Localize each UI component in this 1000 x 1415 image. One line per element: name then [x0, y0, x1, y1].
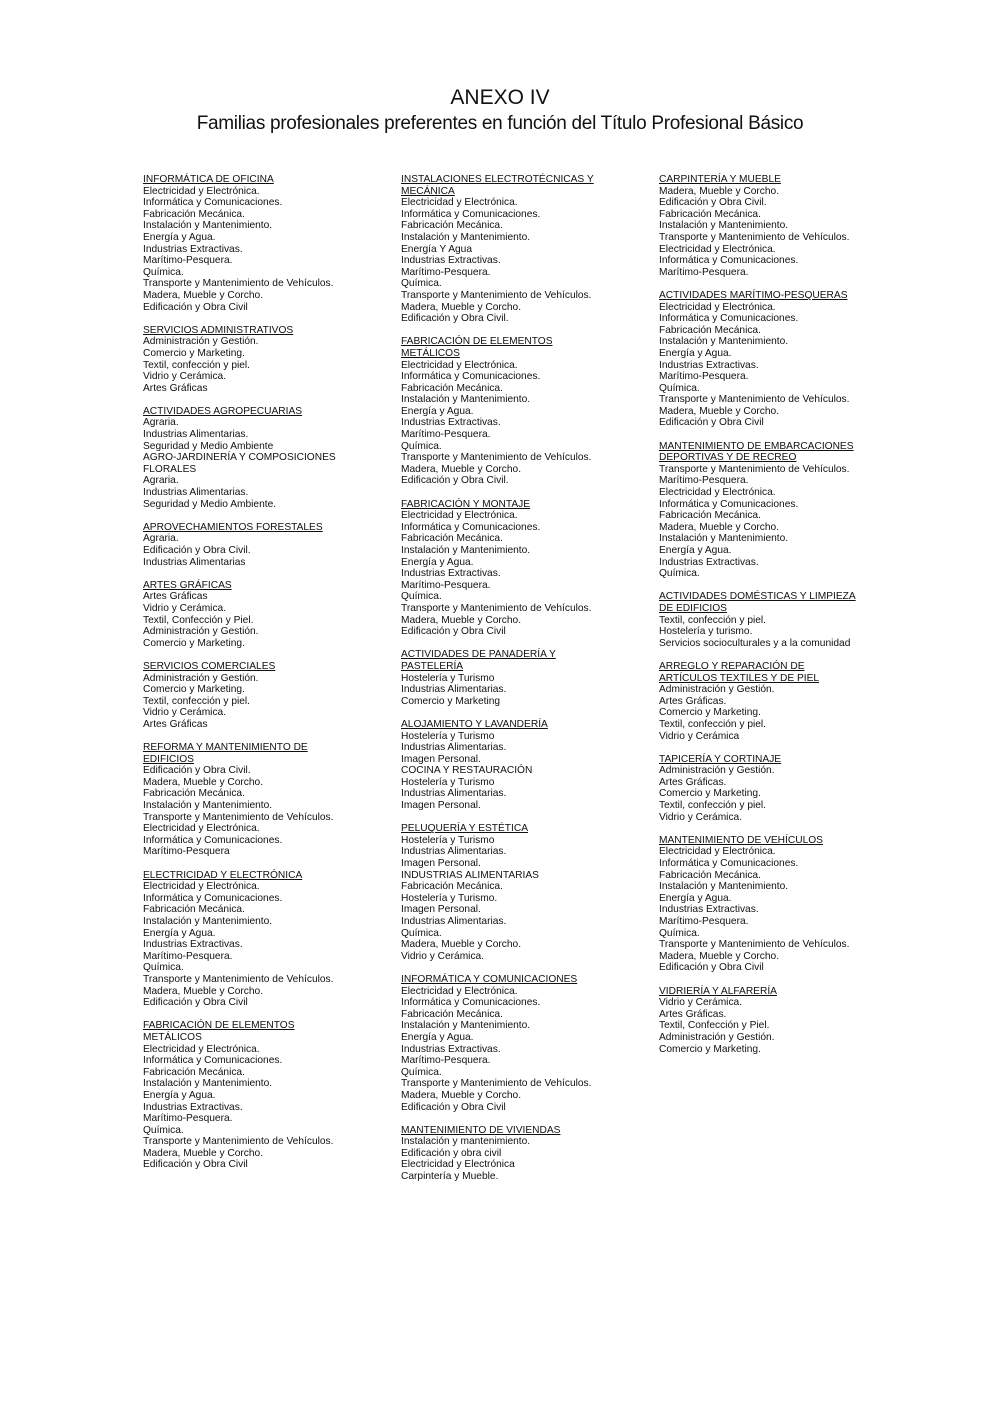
list-item: Artes Gráficas — [143, 718, 208, 730]
section-heading: ARTÍCULOS TEXTILES Y DE PIEL — [659, 672, 820, 684]
list-item: Electricidad y Electrónica. — [143, 823, 260, 835]
list-item: Energía Y Agua — [401, 243, 472, 255]
document-subtitle: Familias profesionales preferentes en función del Título Profesional Básico — [196, 113, 804, 134]
list-item: Marítimo-Pesquera. — [659, 475, 749, 487]
list-item: Instalación y Mantenimiento. — [659, 533, 789, 545]
list-item: Administración y Gestión. — [659, 684, 775, 696]
list-item: Madera, Mueble y Corcho. — [143, 985, 264, 997]
list-item: Hostelería y turismo. — [659, 626, 753, 638]
list-item: Seguridad y Medio Ambiente — [143, 440, 274, 452]
list-item: Hostelería y Turismo — [401, 730, 495, 742]
list-item: Vidrio y Cerámica. — [659, 997, 743, 1009]
list-item: Transporte y Mantenimiento de Vehículos. — [143, 278, 334, 290]
list-item: Industrias Extractivas. — [143, 1101, 243, 1113]
section-heading: ACTIVIDADES AGROPECUARIAS — [143, 405, 303, 417]
list-item: Edificación y Obra Civil. — [659, 197, 767, 209]
list-item: Energía y Agua. — [143, 927, 216, 939]
list-item: Fabricación Mecánica. — [659, 869, 761, 881]
list-item: Marítimo-Pesquera. — [401, 1055, 491, 1067]
blank-line — [143, 510, 393, 522]
blank-line — [659, 823, 909, 835]
list-item: Química. — [659, 568, 700, 580]
list-item: Industrias Extractivas. — [401, 417, 501, 429]
list-item: Electricidad y Electrónica. — [143, 881, 260, 893]
list-item: Fabricación Mecánica. — [143, 208, 245, 220]
list-item: Edificación y Obra Civil. — [401, 475, 509, 487]
list-item: Fabricación Mecánica. — [401, 1008, 503, 1020]
list-item: Vidrio y Cerámica. — [143, 707, 227, 719]
list-item: Fabricación Mecánica. — [401, 881, 503, 893]
list-item: Carpintería y Mueble. — [401, 1171, 499, 1183]
list-item: Instalación y Mantenimiento. — [659, 336, 789, 348]
list-item: Marítimo-Pesquera. — [659, 916, 749, 927]
list-item: Textil, confección y piel. — [143, 359, 251, 371]
list-item: Transporte y Mantenimiento de Vehículos. — [401, 1078, 592, 1090]
blank-line — [659, 580, 909, 592]
section-heading: PELUQUERÍA Y ESTÉTICA — [401, 823, 529, 835]
blank-line — [401, 812, 651, 824]
list-item: Edificación y Obra Civil. — [143, 545, 251, 556]
list-item: Informática y Comunicaciones. — [143, 834, 283, 846]
blank-line — [659, 742, 909, 754]
list-item: Instalación y Mantenimiento. — [401, 1020, 531, 1032]
section-heading: METÁLICOS — [401, 347, 460, 359]
list-item: Comercio y Marketing. — [659, 707, 761, 719]
list-item: Artes Gráficas — [143, 382, 208, 394]
list-item: Industrias Alimentarias. — [143, 429, 249, 441]
list-item: METÁLICOS — [143, 1031, 202, 1043]
list-item: Fabricación Mecánica. — [401, 220, 503, 232]
list-item: Energía y Agua. — [143, 1089, 216, 1101]
list-item: Informática y Comunicaciones. — [659, 313, 799, 325]
list-item: Madera, Mueble y Corcho. — [659, 950, 780, 962]
section-heading: FABRICACIÓN Y MONTAJE — [401, 498, 531, 510]
list-item: Energía y Agua. — [659, 892, 732, 904]
list-item: Seguridad y Medio Ambiente. — [143, 498, 277, 510]
list-item: Industrias Extractivas. — [401, 1043, 501, 1055]
list-item: Comercio y Marketing. — [659, 1043, 761, 1055]
list-item: Edificación y Obra Civil. — [143, 765, 251, 777]
list-item: Informática y Comunicaciones. — [143, 197, 283, 209]
list-item: Textil, confección y piel. — [659, 718, 767, 730]
blank-line — [659, 278, 909, 290]
section-heading: REFORMA Y MANTENIMIENTO DE — [143, 742, 308, 754]
list-item: Transporte y Mantenimiento de Vehículos. — [401, 602, 592, 614]
list-item: Madera, Mueble y Corcho. — [401, 614, 522, 626]
section-heading: FABRICACIÓN DE ELEMENTOS — [401, 336, 553, 348]
section-heading: VIDRIERÍA Y ALFARERÍA — [659, 985, 777, 997]
list-item: Química. — [401, 1066, 442, 1078]
column-left — [143, 174, 393, 1171]
list-item: Hostelería y Turismo — [401, 834, 495, 846]
list-item: Hostelería y Turismo — [401, 672, 495, 684]
list-item: Industrias Extractivas. — [401, 255, 501, 267]
section-heading: ARTES GRÁFICAS — [143, 579, 232, 591]
list-item: Edificación y obra civil — [401, 1147, 502, 1159]
list-item: Fabricación Mecánica. — [659, 208, 761, 220]
list-item: Edificación y Obra Civil — [143, 301, 248, 313]
list-item: Fabricación Mecánica. — [401, 382, 503, 394]
section-heading: MECÁNICA — [401, 185, 455, 197]
list-item: Química. — [659, 382, 700, 394]
list-item: Madera, Mueble y Corcho. — [143, 776, 264, 788]
list-item: Servicios socioculturales y a la comunidad — [659, 637, 851, 649]
section-heading: ACTIVIDADES DOMÉSTICAS Y LIMPIEZA — [659, 591, 856, 603]
section-heading: APROVECHAMIENTOS FORESTALES — [143, 521, 323, 533]
section-heading: INFORMÁTICA DE OFICINA — [143, 174, 274, 185]
list-item: Electricidad y Electrónica. — [401, 510, 518, 522]
section-heading: ALOJAMIENTO Y LAVANDERÍA — [401, 718, 548, 730]
list-item: Transporte y Mantenimiento de Vehículos. — [143, 1136, 334, 1148]
list-item: Electricidad y Electrónica. — [143, 1043, 260, 1055]
list-item: Instalación y Mantenimiento. — [659, 881, 789, 893]
list-item: Industrias Extractivas. — [143, 939, 243, 951]
blank-line — [401, 1113, 651, 1125]
list-item: Química. — [143, 1124, 184, 1136]
list-item: Industrias Alimentarias. — [401, 788, 507, 800]
list-item: Edificación y Obra Civil — [143, 1159, 248, 1171]
list-item: Informática y Comunicaciones. — [401, 371, 541, 383]
section-heading: INSTALACIONES ELECTROTÉCNICAS Y — [401, 174, 594, 185]
blank-line — [401, 638, 651, 650]
list-item: Instalación y Mantenimiento. — [143, 220, 273, 232]
list-item: Electricidad y Electrónica. — [143, 185, 260, 197]
list-item: Agraria. — [143, 533, 179, 545]
list-item: Administración y Gestión. — [659, 765, 775, 777]
blank-line — [143, 568, 393, 580]
list-item: Electricidad y Electrónica. — [659, 301, 776, 313]
list-item: Marítimo-Pesquera. — [401, 266, 491, 278]
list-item: Transporte y Mantenimiento de Vehículos. — [659, 939, 850, 951]
list-item: Vidrio y Cerámica. — [401, 950, 485, 962]
list-item: Informática y Comunicaciones. — [659, 498, 799, 510]
list-item: Electricidad y Electrónica — [401, 1159, 515, 1171]
list-item: Marítimo-Pesquera — [143, 846, 230, 858]
blank-line — [659, 974, 909, 986]
list-item: Marítimo-Pesquera. — [143, 1113, 233, 1125]
list-item: Agraria. — [143, 475, 179, 487]
list-item: COCINA Y RESTAURACIÓN — [401, 765, 533, 777]
list-item: Madera, Mueble y Corcho. — [143, 289, 264, 301]
list-item: Industrias Alimentarias. — [143, 487, 249, 499]
list-item: Marítimo-Pesquera. — [143, 255, 233, 267]
column-middle — [401, 174, 651, 1183]
list-item: Textil, confección y piel. — [143, 695, 251, 707]
list-item: Instalación y Mantenimiento. — [143, 800, 273, 812]
list-item: Marítimo-Pesquera. — [659, 371, 749, 383]
blank-line — [401, 487, 651, 499]
list-item: Textil, Confección y Piel. — [659, 1020, 770, 1032]
list-item: Química. — [401, 440, 442, 452]
list-item: Electricidad y Electrónica. — [401, 359, 518, 371]
list-item: Química. — [143, 266, 184, 278]
list-item: Energía y Agua. — [143, 231, 216, 243]
list-item: Fabricación Mecánica. — [143, 904, 245, 916]
blank-line — [143, 731, 393, 743]
list-item: Imagen Personal. — [401, 753, 481, 765]
section-heading: EDIFICIOS — [143, 753, 194, 765]
list-item: Madera, Mueble y Corcho. — [659, 405, 780, 417]
list-item: Madera, Mueble y Corcho. — [401, 301, 522, 313]
column-right — [659, 174, 909, 1055]
list-item: Madera, Mueble y Corcho. — [143, 1147, 264, 1159]
list-item: Madera, Mueble y Corcho. — [659, 521, 780, 533]
list-item: Transporte y Mantenimiento de Vehículos. — [659, 231, 850, 243]
list-item: Informática y Comunicaciones. — [143, 1055, 283, 1067]
section-heading: TAPICERÍA Y CORTINAJE — [659, 753, 782, 765]
list-item: Imagen Personal. — [401, 800, 481, 812]
list-item: Informática y Comunicaciones. — [659, 255, 799, 267]
section-heading: DE EDIFICIOS — [659, 602, 727, 614]
list-item: Informática y Comunicaciones. — [401, 521, 541, 533]
list-item: Química. — [401, 927, 442, 939]
list-item: Marítimo-Pesquera. — [143, 950, 233, 962]
list-item: Instalación y Mantenimiento. — [401, 545, 531, 556]
list-item: Vidrio y Cerámica. — [143, 602, 227, 614]
list-item: Química. — [143, 962, 184, 974]
list-item: Madera, Mueble y Corcho. — [401, 1089, 522, 1101]
list-item: Instalación y Mantenimiento. — [401, 394, 531, 406]
list-item: Fabricación Mecánica. — [401, 533, 503, 545]
list-item: Transporte y Mantenimiento de Vehículos. — [659, 463, 850, 475]
section-heading: MANTENIMIENTO DE VEHÍCULOS — [659, 834, 823, 846]
list-item: Artes Gráficas. — [659, 776, 727, 788]
list-item: Edificación y Obra Civil — [659, 417, 764, 429]
section-heading: MANTENIMIENTO DE VIVIENDAS — [401, 1124, 561, 1136]
list-item: Administración y Gestión. — [143, 626, 259, 638]
section-heading: FABRICACIÓN DE ELEMENTOS — [143, 1020, 295, 1032]
list-item: Industrias Alimentarias. — [401, 684, 507, 696]
list-item: Instalación y Mantenimiento. — [143, 916, 273, 927]
list-item: Fabricación Mecánica. — [143, 1066, 245, 1078]
blank-line — [143, 649, 393, 661]
list-item: Industrias Alimentarias. — [401, 742, 507, 754]
blank-line — [143, 858, 393, 870]
list-item: Electricidad y Electrónica. — [659, 243, 776, 255]
list-item: Industrias Extractivas. — [659, 556, 759, 568]
list-item: Edificación y Obra Civil. — [401, 313, 509, 325]
list-item: Electricidad y Electrónica. — [401, 985, 518, 997]
list-item: Administración y Gestión. — [659, 1031, 775, 1043]
list-item: Artes Gráficas. — [659, 1008, 727, 1020]
list-item: Electricidad y Electrónica. — [659, 846, 776, 858]
list-item: Química. — [401, 278, 442, 290]
section-heading: SERVICIOS COMERCIALES — [143, 660, 276, 672]
list-item: Transporte y Mantenimiento de Vehículos. — [401, 289, 592, 301]
list-item: Instalación y Mantenimiento. — [659, 220, 789, 232]
section-heading: ELECTRICIDAD Y ELECTRÓNICA — [143, 869, 303, 881]
section-heading: INFORMÁTICA Y COMUNICACIONES — [401, 973, 578, 985]
list-item: Fabricación Mecánica. — [143, 788, 245, 800]
list-item: Instalación y Mantenimiento. — [401, 231, 531, 243]
section-heading: ACTIVIDADES MARÍTIMO-PESQUERAS — [659, 289, 848, 301]
blank-line — [401, 707, 651, 719]
list-item: Energía y Agua. — [401, 405, 474, 417]
list-item: Informática y Comunicaciones. — [143, 892, 283, 904]
list-item: Artes Gráficas. — [659, 695, 727, 707]
list-item: AGRO-JARDINERÍA Y COMPOSICIONES — [143, 452, 336, 464]
list-item: Energía y Agua. — [401, 556, 474, 568]
list-item: Imagen Personal. — [401, 904, 481, 916]
list-item: Edificación y Obra Civil — [401, 1101, 506, 1113]
list-item: Industrias Extractivas. — [143, 243, 243, 255]
list-item: Electricidad y Electrónica. — [659, 487, 776, 499]
blank-line — [401, 325, 651, 337]
list-item: Informática y Comunicaciones. — [401, 997, 541, 1009]
list-item: Vidrio y Cerámica. — [659, 811, 743, 823]
list-item: Transporte y Mantenimiento de Vehículos. — [143, 973, 334, 985]
list-item: FLORALES — [143, 463, 197, 475]
blank-line — [659, 429, 909, 441]
list-item: Agraria. — [143, 417, 179, 429]
section-heading: DEPORTIVAS Y DE RECREO — [659, 452, 797, 464]
list-item: Transporte y Mantenimiento de Vehículos. — [401, 452, 592, 464]
list-item: Transporte y Mantenimiento de Vehículos. — [659, 394, 850, 406]
list-item: Instalación y mantenimiento. — [401, 1136, 531, 1148]
section-heading: ACTIVIDADES DE PANADERÍA Y — [401, 649, 556, 661]
list-item: Madera, Mueble y Corcho. — [659, 185, 780, 197]
list-item: Informática y Comunicaciones. — [659, 858, 799, 870]
list-item: Hostelería y Turismo. — [401, 892, 498, 904]
blank-line — [143, 1009, 393, 1021]
list-item: Madera, Mueble y Corcho. — [401, 939, 522, 951]
list-item: Industrias Alimentarias. — [401, 916, 507, 927]
list-item: Administración y Gestión. — [143, 672, 259, 684]
list-item: Industrias Alimentarias. — [401, 846, 507, 858]
section-heading: SERVICIOS ADMINISTRATIVOS — [143, 324, 294, 336]
list-item: Edificación y Obra Civil — [401, 626, 506, 638]
list-item: Electricidad y Electrónica. — [401, 197, 518, 209]
list-item: Transporte y Mantenimiento de Vehículos. — [143, 811, 334, 823]
list-item: Vidrio y Cerámica. — [143, 371, 227, 383]
list-item: Energía y Agua. — [659, 545, 732, 556]
list-item: Comercio y Marketing. — [143, 684, 245, 696]
list-item: Fabricación Mecánica. — [659, 324, 761, 336]
section-heading: CARPINTERÍA Y MUEBLE — [659, 174, 781, 185]
list-item: Comercio y Marketing. — [143, 637, 245, 649]
list-item: Industrias Extractivas. — [659, 359, 759, 371]
list-item: Madera, Mueble y Corcho. — [401, 463, 522, 475]
list-item: Instalación y Mantenimiento. — [143, 1078, 273, 1090]
list-item: Marítimo-Pesquera. — [401, 429, 491, 441]
list-item: INDUSTRIAS ALIMENTARIAS — [401, 869, 539, 881]
list-item: Vidrio y Cerámica — [659, 730, 740, 742]
list-item: Informática y Comunicaciones. — [401, 208, 541, 220]
list-item: Textil, confección y piel. — [659, 614, 767, 626]
list-item: Textil, confección y piel. — [659, 800, 767, 812]
list-item: Comercio y Marketing — [401, 695, 501, 707]
blank-line — [659, 649, 909, 661]
list-item: Comercio y Marketing. — [143, 347, 245, 359]
blank-line — [143, 394, 393, 406]
list-item: Energía y Agua. — [659, 347, 732, 359]
list-item: Energía y Agua. — [401, 1031, 474, 1043]
document-title: ANEXO IV — [450, 86, 550, 109]
section-heading: ARREGLO Y REPARACIÓN DE — [659, 660, 805, 672]
list-item: Industrias Extractivas. — [401, 568, 501, 580]
list-item: Industrias Alimentarias — [143, 556, 246, 568]
list-item: Hostelería y Turismo — [401, 776, 495, 788]
list-item: Textil, Confección y Piel. — [143, 614, 254, 626]
list-item: Industrias Extractivas. — [659, 904, 759, 916]
list-item: Fabricación Mecánica. — [659, 510, 761, 522]
blank-line — [143, 313, 393, 325]
list-item: Imagen Personal. — [401, 858, 481, 870]
list-item: Comercio y Marketing. — [659, 788, 761, 800]
section-heading: PASTELERÍA — [401, 660, 464, 672]
list-item: Marítimo-Pesquera. — [401, 579, 491, 591]
list-item: Química. — [401, 591, 442, 603]
list-item: Artes Gráficas — [143, 591, 208, 603]
list-item: Administración y Gestión. — [143, 336, 259, 348]
blank-line — [401, 962, 651, 974]
section-heading: MANTENIMIENTO DE EMBARCACIONES — [659, 440, 854, 452]
list-item: Química. — [659, 927, 700, 939]
list-item: Marítimo-Pesquera. — [659, 266, 749, 278]
list-item: Edificación y Obra Civil — [659, 962, 764, 974]
list-item: Edificación y Obra Civil — [143, 997, 248, 1009]
